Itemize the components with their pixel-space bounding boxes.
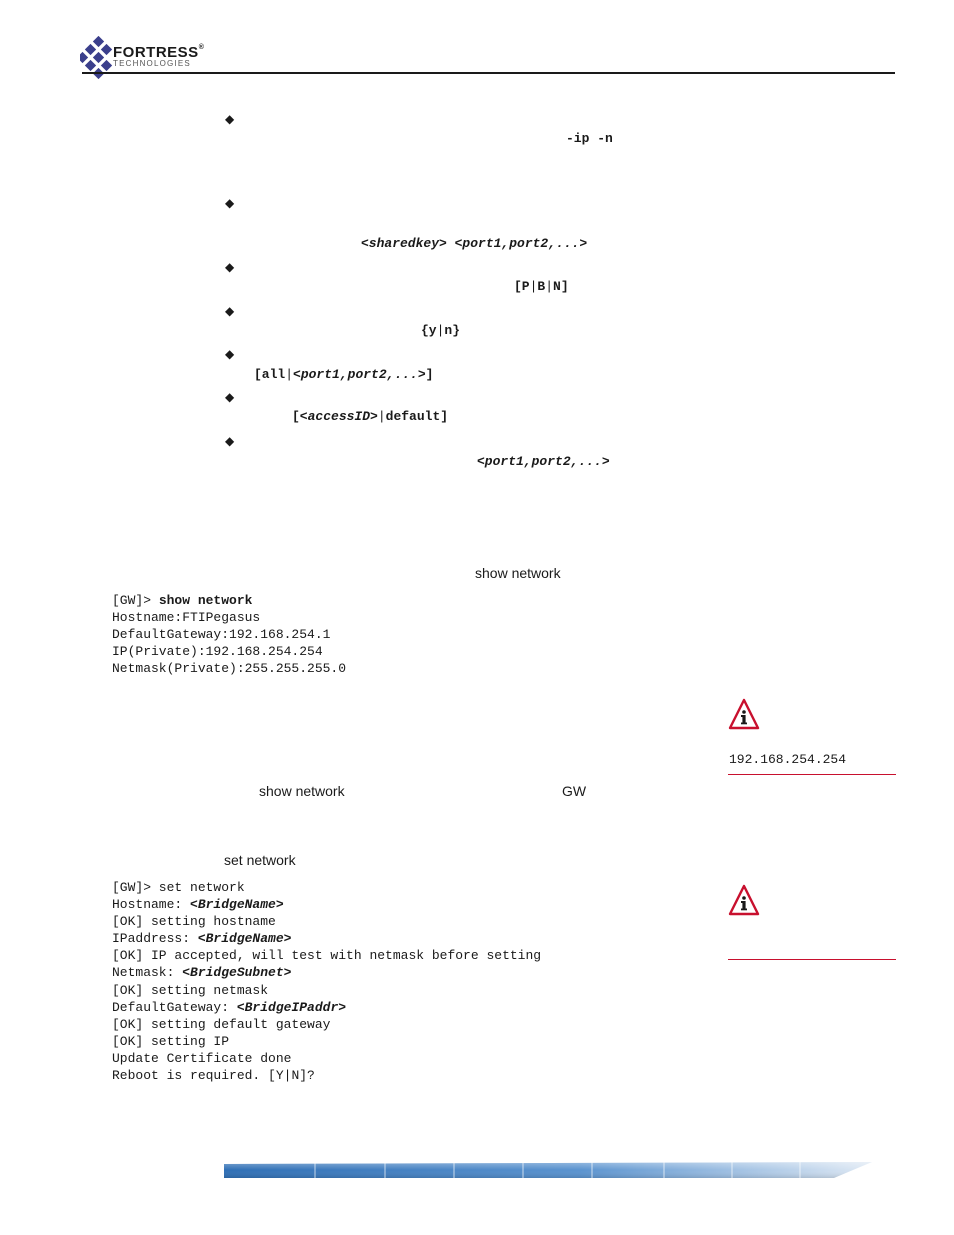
code-line: DefaultGateway: <BridgeIPaddr> [112, 999, 347, 1015]
bullet-3-fragment: [P|B|N] [514, 279, 569, 294]
side-note-rule [728, 774, 896, 775]
inline-gw-ref: GW [562, 783, 587, 799]
code-line: Hostname: <BridgeName> [112, 897, 284, 913]
inline-command-show-network: show network [475, 565, 561, 581]
inline-command-set-network: set network [224, 852, 296, 868]
side-note-ip: 192.168.254.254 [729, 752, 847, 767]
logo-subtitle: TECHNOLOGIES [113, 59, 191, 68]
code-line: Netmask: <BridgeSubnet> [112, 965, 292, 981]
set-network-code-block [112, 879, 541, 1084]
code-line: [OK] setting default gateway [112, 1016, 331, 1032]
bullet-6-fragment: [<accessID>|default] [292, 409, 449, 424]
bullet-icon: ◆ [225, 390, 235, 404]
code-line: [OK] setting IP [112, 1033, 230, 1049]
bullet-icon: ◆ [225, 347, 235, 361]
code-line: [OK] setting netmask [112, 982, 269, 998]
code-line: [OK] IP accepted, will test with netmask before setting [112, 948, 542, 964]
header-rule [82, 72, 895, 74]
bullet-1-fragment: -ip -n [566, 131, 613, 146]
logo-wordmark: FORTRESS® [113, 44, 205, 61]
bullet-icon: ◆ [225, 196, 235, 210]
code-line: Hostname:FTIPegasus [112, 610, 261, 626]
code-line: [OK] setting hostname [112, 914, 276, 930]
code-line: Update Certificate done [112, 1050, 292, 1066]
bullet-icon: ◆ [225, 434, 235, 448]
code-line: [GW]> show network [112, 593, 253, 608]
bullet-icon: ◆ [225, 304, 235, 318]
code-line: [GW]> set network [112, 880, 245, 895]
caution-info-icon [728, 884, 760, 916]
bullet-4-fragment: {y|n} [421, 323, 461, 338]
code-line: IPaddress: <BridgeName> [112, 931, 292, 947]
bullet-icon: ◆ [225, 112, 235, 126]
side-note-rule [728, 959, 896, 960]
code-line: DefaultGateway:192.168.254.1 [112, 627, 331, 643]
code-line: Netmask(Private):255.255.255.0 [112, 661, 347, 677]
bullet-2-fragment: <sharedkey> <port1,port2,...> [361, 236, 588, 251]
bullet-5-fragment: [all|<port1,port2,...>] [254, 367, 434, 382]
bullet-7-fragment: <port1,port2,...> [477, 454, 610, 469]
caution-info-icon [728, 698, 760, 730]
code-line: IP(Private):192.168.254.254 [112, 644, 323, 660]
code-line: Reboot is required. [Y|N]? [112, 1068, 315, 1084]
inline-command-show-network: show network [259, 783, 345, 799]
show-network-code-block [112, 592, 346, 677]
footer-decorative-bar [224, 1162, 872, 1180]
bullet-icon: ◆ [225, 260, 235, 274]
